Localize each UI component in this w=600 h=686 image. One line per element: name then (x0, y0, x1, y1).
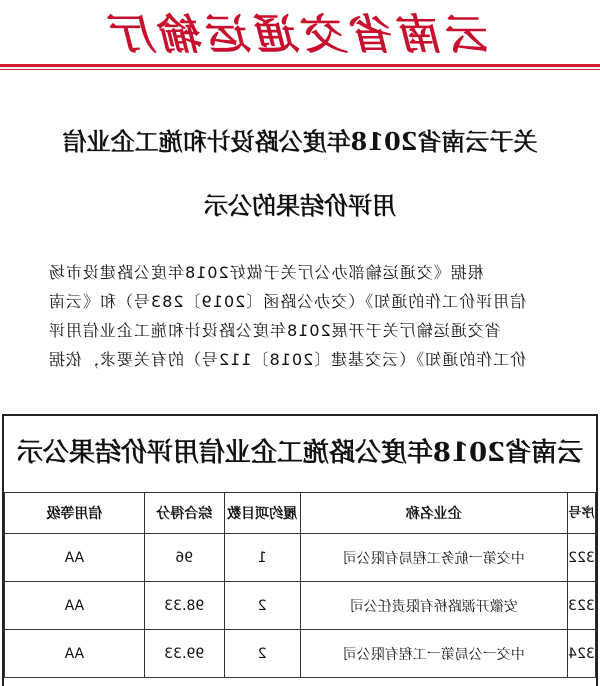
header-company: 企业名称 (300, 493, 567, 534)
results-table-card (2, 414, 598, 686)
cell-project-count: 2 (224, 630, 300, 678)
cell-grade: AA (5, 582, 145, 630)
notice-title-line-1: 关于云南省2018年度公路设计和施工企业信 (62, 127, 538, 156)
cell-company: 安徽开源路桥有限责任公司 (300, 582, 567, 630)
cell-company: 中交第一航务工程局有限公司 (300, 534, 567, 582)
cell-project-count: 2 (224, 582, 300, 630)
notice-body (48, 258, 558, 374)
header-score: 综合得分 (144, 493, 224, 534)
cell-seq: 323 (568, 582, 596, 630)
table-header-row (5, 493, 596, 534)
letterhead-red-rule (0, 64, 600, 67)
letterhead-org-name: 云南省交通运输厅 (108, 10, 493, 59)
cell-seq: 324 (568, 630, 596, 678)
cell-score: 98.33 (144, 582, 224, 630)
cell-score: 99.33 (144, 630, 224, 678)
cell-score: 96 (144, 534, 224, 582)
cell-company: 中交一公局第一工程有限公司 (300, 630, 567, 678)
body-line: 根据《交通运输部办公厅关于做好2018年度公路建设市场 (48, 263, 484, 282)
header-seq: 序号 (568, 493, 596, 534)
notice-title-line-2: 用评价结果的公示 (204, 191, 396, 220)
cell-grade: AA (5, 630, 145, 678)
table-row (5, 534, 596, 582)
notice-title (30, 110, 570, 238)
header-project-count: 履约项目数 (224, 493, 300, 534)
cell-seq: 322 (568, 534, 596, 582)
table-row (5, 630, 596, 678)
body-line: 省交通运输厅关于开展2018年度公路设计和施工企业信用评 (48, 321, 501, 340)
cell-project-count: 1 (224, 534, 300, 582)
table-title: 云南省2018年度公路施工企业信用评价结果公示 (16, 438, 584, 468)
header-grade: 信用等级 (5, 493, 145, 534)
table-row (5, 582, 596, 630)
body-line: 信用评价工作的通知》（交办公路函〔2019〕283号）和《云南 (48, 292, 527, 311)
body-line: 价工作的通知》（云交基建〔2018〕112号）的有关要求，依据 (48, 350, 527, 369)
letterhead-red-rule-thin (0, 69, 600, 70)
cell-grade: AA (5, 534, 145, 582)
results-table (4, 492, 596, 678)
letterhead (0, 0, 600, 66)
